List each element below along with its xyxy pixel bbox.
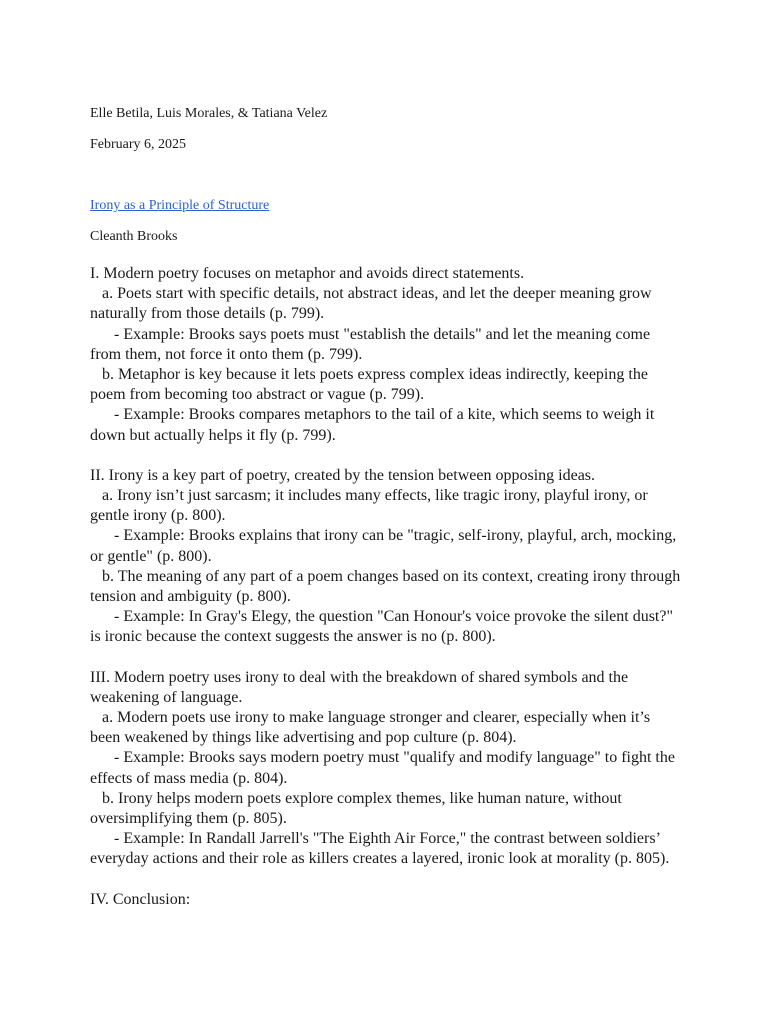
outline-point: a. Poets start with specific details, not abstract ideas, and let the deeper meaning grow naturally from those details (p. 799). xyxy=(90,285,652,323)
outline-example: - Example: In Randall Jarrell's "The Eighth Air Force," the contrast between soldiers’ everyday actions and their role as killers creates a layered, ironic look at morality (p. 805). xyxy=(90,830,670,868)
document-page xyxy=(90,104,682,930)
outline-section-2 xyxy=(90,466,682,648)
outline-section-1 xyxy=(90,264,682,446)
outline-point: b. Metaphor is key because it lets poets express complex ideas indirectly, keeping the poem from becoming too abstract or vague (p. 799). xyxy=(90,366,648,404)
outline xyxy=(90,264,682,910)
outline-example: - Example: Brooks explains that irony can be "tragic, self-irony, playful, arch, mocking, or gentle" (p. 800). xyxy=(90,527,677,565)
date-line: February 6, 2025 xyxy=(90,137,187,152)
authors-line: Elle Betila, Luis Morales, & Tatiana Velez xyxy=(90,106,328,121)
source-author: Cleanth Brooks xyxy=(90,229,178,244)
outline-point: b. The meaning of any part of a poem changes based on its context, creating irony through tension and ambiguity (p. 800). xyxy=(90,567,681,606)
section-heading: III. Modern poetry uses irony to deal with the breakdown of shared symbols and the weakening of language. xyxy=(90,668,629,706)
section-heading: II. Irony is a key part of poetry, created by the tension between opposing ideas. xyxy=(90,466,596,484)
outline-example: - Example: Brooks says modern poetry must "qualify and modify language" to fight the effects of mass media (p. 804). xyxy=(90,749,675,787)
outline-point: b. Irony helps modern poets explore complex themes, like human nature, without oversimplifying them (p. 805). xyxy=(90,789,622,828)
outline-section-3 xyxy=(90,668,682,870)
outline-section-4 xyxy=(90,890,682,910)
outline-example: - Example: Brooks compares metaphors to the tail of a kite, which seems to weigh it down but actually helps it fly (p. 799). xyxy=(90,406,655,444)
section-heading: I. Modern poetry focuses on metaphor and avoids direct statements. xyxy=(90,265,525,282)
outline-example: - Example: Brooks says poets must "establish the details" and let the meaning come from them, not force it onto them (p. 799). xyxy=(90,325,651,363)
section-heading: IV. Conclusion: xyxy=(90,890,191,908)
outline-example: - Example: In Gray's Elegy, the question "Can Honour's voice provoke the silent dust?" is ironic because the context suggests the answer is no (p. 800). xyxy=(90,608,673,646)
outline-point: a. Modern poets use irony to make language stronger and clearer, especially when it’s been weakened by things like advertising and pop culture (p. 804). xyxy=(90,709,651,747)
outline-point: a. Irony isn’t just sarcasm; it includes many effects, like tragic irony, playful irony, or gentle irony (p. 800). xyxy=(90,487,648,525)
source-title-link[interactable]: Irony as a Principle of Structure xyxy=(90,198,270,213)
